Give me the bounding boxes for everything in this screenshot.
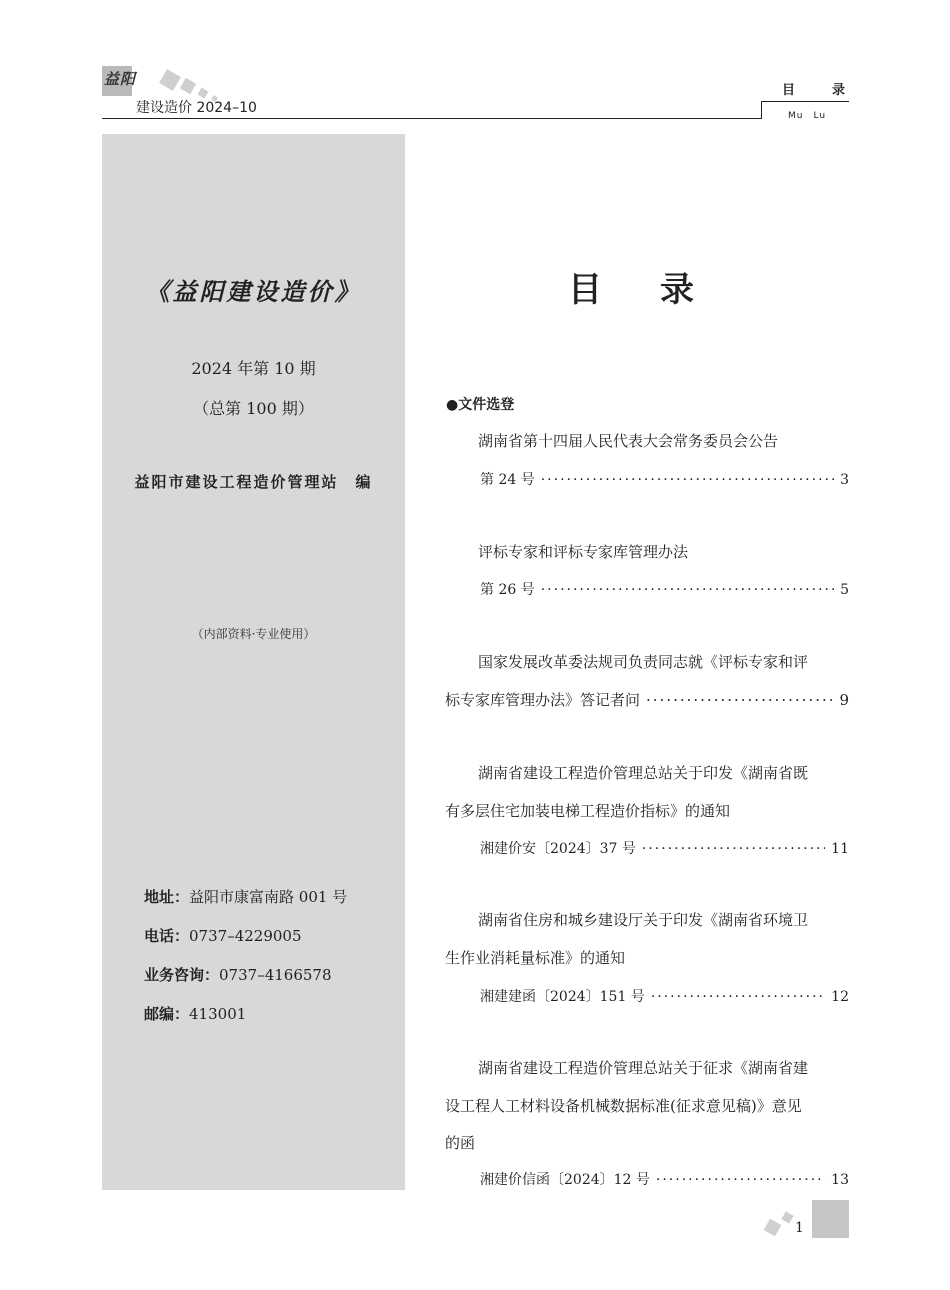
- toc-entry-doc: 湘建价信函〔2024〕12 号: [480, 1172, 650, 1188]
- toc-entry-title[interactable]: 国家发展改革委法规司负责同志就《评标专家和评: [478, 653, 809, 671]
- footer-block: [812, 1200, 849, 1238]
- contact-label: 电话：: [144, 927, 190, 945]
- contact-phone: [144, 925, 302, 946]
- header-section-title: 目 录: [782, 83, 858, 98]
- contact-address: [144, 886, 347, 907]
- contact-value: 益阳市康富南路 001 号: [189, 888, 348, 906]
- toc-entry-doc: 第 24 号: [480, 472, 535, 488]
- toc-entry-last-line[interactable]: [445, 689, 849, 710]
- toc-entry-title-cont: 标专家库管理办法》答记者问: [445, 691, 641, 709]
- total-issue-number: （总第 100 期）: [193, 399, 314, 418]
- contact-consult: [144, 964, 332, 985]
- decorative-square: [159, 69, 181, 91]
- toc-entry-doc-line[interactable]: [480, 469, 849, 489]
- decorative-square: [180, 78, 196, 94]
- logo-text: 益阳: [104, 70, 137, 88]
- decorative-square: [781, 1211, 793, 1223]
- issue-number: 2024 年第 10 期: [191, 359, 316, 378]
- contact-value: 0737–4166578: [219, 966, 332, 984]
- contact-postcode: [144, 1003, 246, 1024]
- toc-entry-title-cont[interactable]: 的函: [445, 1134, 476, 1152]
- toc-entry-page: 3: [840, 472, 849, 488]
- toc-entry-title[interactable]: 湖南省建设工程造价管理总站关于征求《湖南省建: [478, 1059, 809, 1077]
- contact-value: 413001: [189, 1005, 247, 1023]
- toc-entry-title[interactable]: 评标专家和评标专家库管理办法: [478, 543, 689, 561]
- toc-entry-doc-line[interactable]: [480, 838, 849, 858]
- header-rule: [102, 118, 762, 119]
- toc-entry-page: 5: [840, 582, 849, 598]
- internal-note: （内部资料·专业使用）: [191, 627, 316, 641]
- toc-entry-doc: 湘建价安〔2024〕37 号: [480, 841, 636, 857]
- decorative-square: [764, 1219, 782, 1237]
- section-label: ●文件选登: [446, 397, 515, 413]
- toc-entry-page: 12: [831, 989, 849, 1005]
- toc-entry-doc: 第 26 号: [480, 582, 535, 598]
- toc-entry-title[interactable]: 湖南省建设工程造价管理总站关于印发《湖南省既: [478, 764, 809, 782]
- toc-entry-doc-line[interactable]: [480, 579, 849, 599]
- leader-dots: [651, 989, 825, 1005]
- toc-entry-page: 11: [831, 841, 849, 857]
- leader-dots: [541, 582, 834, 598]
- contact-label: 地址：: [144, 888, 190, 906]
- toc-entry-page: 13: [831, 1172, 849, 1188]
- header-rule-step: [761, 101, 762, 118]
- leader-dots: [642, 841, 825, 857]
- header-section-pinyin: Mu Lu: [788, 111, 827, 121]
- header-subtitle: 建设造价 2024–10: [136, 100, 257, 116]
- toc-entry-title-cont[interactable]: 设工程人工材料设备机械数据标准(征求意见稿)》意见: [445, 1097, 802, 1115]
- leader-dots: [646, 691, 833, 709]
- toc-entry-page: 9: [839, 691, 849, 709]
- toc-entry-doc-line[interactable]: [480, 986, 849, 1006]
- toc-title: 目录: [568, 270, 752, 310]
- page-number: 1: [795, 1220, 804, 1236]
- toc-entry-doc: 湘建建函〔2024〕151 号: [480, 989, 645, 1005]
- leader-dots: [541, 472, 834, 488]
- toc-entry-doc-line[interactable]: [480, 1169, 849, 1189]
- magazine-title: 《益阳建设造价》: [145, 277, 362, 306]
- toc-entry-title[interactable]: 湖南省第十四届人民代表大会常务委员会公告: [478, 432, 779, 450]
- toc-entry-title-cont[interactable]: 有多层住宅加装电梯工程造价指标》的通知: [445, 802, 731, 820]
- editor-line: 益阳市建设工程造价管理站 编: [134, 473, 373, 491]
- contact-value: 0737–4229005: [189, 927, 302, 945]
- header-rule-right: [761, 101, 849, 102]
- toc-entry-title-cont[interactable]: 生作业消耗量标准》的通知: [445, 949, 626, 967]
- toc-entry-title[interactable]: 湖南省住房和城乡建设厅关于印发《湖南省环境卫: [478, 911, 809, 929]
- contact-label: 邮编：: [144, 1005, 190, 1023]
- leader-dots: [656, 1172, 825, 1188]
- contact-label: 业务咨询：: [144, 966, 220, 984]
